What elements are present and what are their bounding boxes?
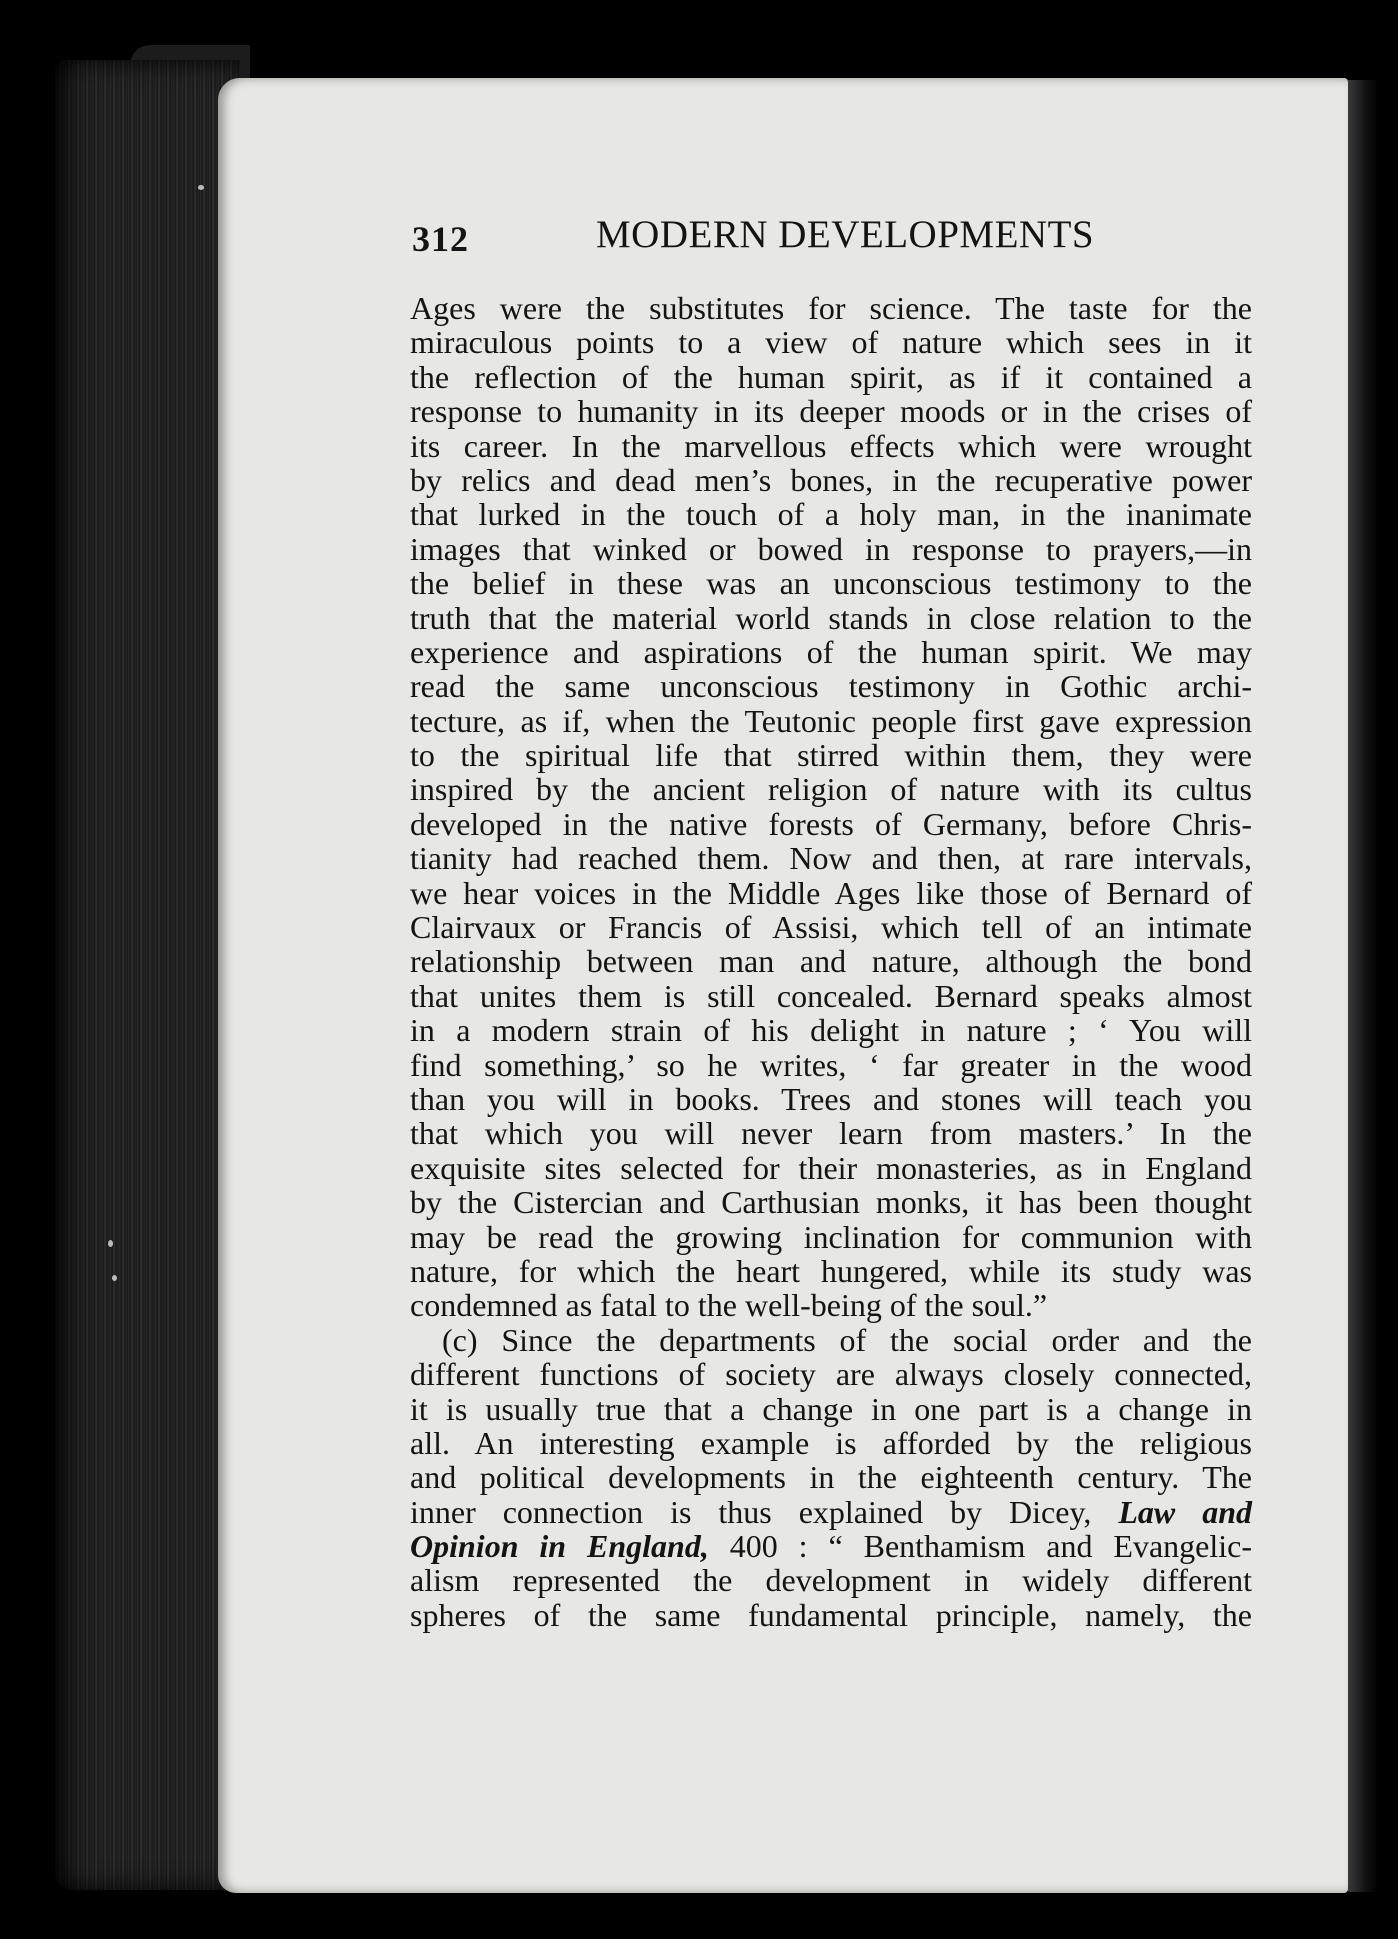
text-line: by the Cistercian and Carthusian monks, it has been thought xyxy=(410,1184,1252,1221)
text-line: find something,’ so he writes, ‘ far greater in the wood xyxy=(410,1046,1252,1083)
citation-title-italic: Opinion in England, xyxy=(410,1528,709,1565)
text-line: in a modern strain of his delight in nature ; ‘ You will xyxy=(410,1012,1252,1049)
text-line: to the spiritual life that stirred within them, they were xyxy=(410,737,1252,774)
text-line: that which you will never learn from masters.’ In the xyxy=(410,1115,1252,1152)
text-line: inspired by the ancient religion of nature with its cultus xyxy=(410,771,1252,808)
text-line: images that winked or bowed in response to prayers,—in xyxy=(410,530,1252,567)
text-line: response to humanity in its deeper moods or in the crises of xyxy=(410,393,1252,430)
text-line: alism represented the development in widely different xyxy=(410,1562,1252,1599)
text-line: we hear voices in the Middle Ages like those of Bernard of xyxy=(410,874,1252,911)
page-number: 312 xyxy=(412,219,469,259)
body-text xyxy=(410,291,1252,1632)
page-gutter-shadow xyxy=(1348,80,1378,1892)
text-line-with-citation xyxy=(410,1529,1252,1563)
scan-speck xyxy=(112,1275,117,1281)
text-line: may be read the growing inclination for communion with xyxy=(410,1218,1252,1255)
text-line: developed in the native forests of Germany, before Chris- xyxy=(410,805,1252,842)
text-line: Clairvaux or Francis of Assisi, which tell of an intimate xyxy=(410,909,1252,946)
text-line: different functions of society are always closely connected, xyxy=(410,1356,1252,1393)
running-head xyxy=(412,212,1102,268)
text-line: tianity had reached them. Now and then, at rare intervals, xyxy=(410,840,1252,877)
text-line: nature, for which the heart hungered, while its study was xyxy=(410,1252,1252,1289)
text-line: spheres of the same fundamental principle, namely, the xyxy=(410,1596,1252,1633)
running-title: MODERN DEVELOPMENTS xyxy=(596,213,1095,256)
text-line: Ages were the substitutes for science. The taste for the xyxy=(410,290,1252,326)
text-line: condemned as fatal to the well-being of the soul.” xyxy=(410,1287,1048,1324)
book-edge xyxy=(55,60,240,1890)
text-line: the belief in these was an unconscious testimony to the xyxy=(410,565,1252,602)
text-line: that lurked in the touch of a holy man, in the inanimate xyxy=(410,496,1252,533)
text-line: truth that the material world stands in close relation to the xyxy=(410,599,1252,636)
text-line: it is usually true that a change in one part is a change in xyxy=(410,1390,1252,1427)
text-line: read the same unconscious testimony in Gothic archi- xyxy=(410,668,1252,705)
text-line: relationship between man and nature, although the bond xyxy=(410,943,1252,980)
text-segment: inner connection is thus explained by Dicey, xyxy=(410,1493,1092,1530)
text-line: that unites them is still concealed. Bernard speaks almost xyxy=(410,977,1252,1014)
text-line: all. An interesting example is afforded by the religious xyxy=(410,1424,1252,1461)
text-line-with-citation xyxy=(410,1495,1252,1529)
text-segment: 400 : “ Benthamism and Evangelic- xyxy=(708,1528,1253,1565)
text-line: experience and aspirations of the human spirit. We may xyxy=(410,633,1252,670)
scan-speck xyxy=(108,1240,113,1247)
text-line: miraculous points to a view of nature which sees in it xyxy=(410,324,1252,361)
text-line: tecture, as if, when the Teutonic people first gave expression xyxy=(410,702,1252,739)
text-line: exquisite sites selected for their monasteries, as in England xyxy=(410,1149,1252,1186)
scan-speck xyxy=(198,185,204,190)
text-line: and political developments in the eighteenth century. The xyxy=(410,1459,1252,1496)
citation-title-italic: Law and xyxy=(1118,1493,1253,1530)
text-line: the reflection of the human spirit, as if it contained a xyxy=(410,358,1252,395)
paragraph-start-line: (c) Since the departments of the social order and the xyxy=(442,1321,1252,1358)
text-line: its career. In the marvellous effects which were wrought xyxy=(410,427,1252,464)
text-line: than you will in books. Trees and stones will teach you xyxy=(410,1080,1252,1117)
text-line: by relics and dead men’s bones, in the recuperative power xyxy=(410,461,1252,498)
